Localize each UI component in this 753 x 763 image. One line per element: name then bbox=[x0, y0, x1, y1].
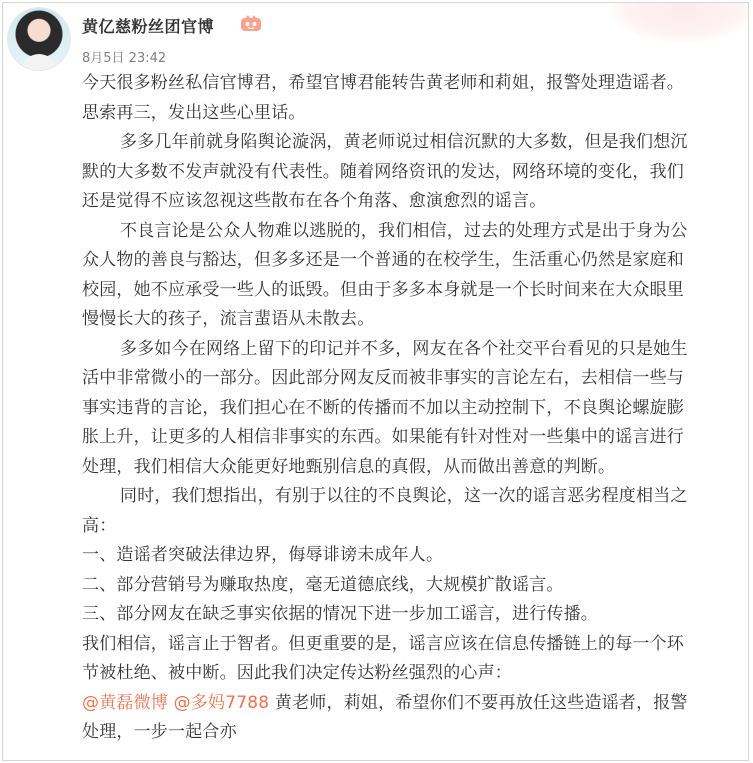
paragraph-2 bbox=[82, 217, 749, 335]
text-line: 思索再三，发出这些心里话。 bbox=[82, 102, 306, 123]
text-line: 多多如今在网络上留下的印记并不多，网友在各个社交平台看见的只是她生 bbox=[120, 338, 688, 359]
list-item: 一、造谣者突破法律边界，侮辱诽谤未成年人。 bbox=[82, 545, 444, 565]
text-line: 今天很多粉丝私信官博君，希望官博君能转告黄老师和莉姐，报警处理造谣者。 bbox=[82, 73, 684, 93]
decoration-banner bbox=[608, 2, 749, 43]
text-line: 处理，我们相信大众能更好地甄别信息的真假，从而做出善意的判断。 bbox=[82, 456, 616, 477]
fan-badge-icon[interactable] bbox=[240, 15, 262, 33]
text-line: 活中非常微小的一部分。因此部分网友反而被非事实的言论左右，去相信一些与 bbox=[82, 368, 684, 388]
list-item: 二、部分营销号为赚取热度，毫无道德底线，大规模扩散谣言。 bbox=[82, 574, 564, 595]
text-line-cut: 处理，一步一起合亦 bbox=[82, 722, 237, 742]
text-line: 默的大多数不发声就没有代表性。随着网络资讯的发达，网络环境的变化，我们 bbox=[82, 161, 684, 182]
text-line: 众人物的善良与豁达，但多多还是一个普通的在校学生，生活重心仍然是家庭和 bbox=[82, 250, 684, 270]
text-line: 校园，她不应承受一些人的诋毁。但由于多多本身就是一个长时间来在大众眼里 bbox=[82, 279, 684, 300]
text-line: 还是觉得不应该忽视这些散布在各个角落、愈演愈烈的谣言。 bbox=[82, 191, 547, 211]
paragraph-closing bbox=[82, 630, 749, 689]
text-line: 节被杜绝、被中断。因此我们决定传达粉丝强烈的心声： bbox=[82, 663, 512, 683]
text-line: 事实违背的言论，我们担心在不断的传播而不加以主动控制下，不良舆论螺旋膨 bbox=[82, 397, 684, 418]
text-line: 胀上升，让更多的人相信非事实的东西。如果能有针对性对一些集中的谣言进行 bbox=[82, 427, 684, 447]
avatar[interactable] bbox=[8, 8, 70, 70]
text-line: 慢慢长大的孩子，流言蜚语从未散去。 bbox=[82, 309, 375, 329]
text-line: 不良言论是公众人物难以逃脱的，我们相信，过去的处理方式是出于身为公 bbox=[120, 220, 688, 241]
text-segment: 黄老师，莉姐，希望你们不要再放任这些造谣者，报警 bbox=[274, 692, 688, 713]
post-timestamp[interactable]: 8月5日 23:42 bbox=[82, 51, 167, 66]
paragraph-4 bbox=[82, 482, 749, 541]
text-line: 我们相信，谣言止于智者。但更重要的是，谣言应该在信息传播链上的每一个环 bbox=[82, 633, 684, 654]
paragraph-1 bbox=[82, 128, 749, 217]
text-line: 高： bbox=[82, 515, 117, 536]
post-content bbox=[82, 69, 749, 748]
text-line: 多多几年前就身陷舆论漩涡，黄老师说过相信沉默的大多数，但是我们想沉 bbox=[120, 132, 688, 152]
mention-link[interactable]: @黄磊微博 bbox=[82, 692, 168, 713]
paragraph-3 bbox=[82, 335, 749, 483]
paragraph-final bbox=[82, 689, 749, 748]
author-name[interactable]: 黄亿慈粉丝团官博 bbox=[82, 17, 215, 36]
weibo-post-card bbox=[2, 2, 749, 761]
mention-link[interactable]: @多妈7788 bbox=[173, 692, 270, 713]
text-line: 同时，我们想指出，有别于以往的不良舆论，这一次的谣言恶劣程度相当之 bbox=[120, 486, 688, 506]
paragraph-intro bbox=[82, 69, 749, 128]
list-item: 三、部分网友在缺乏事实依据的情况下进一步加工谣言，进行传播。 bbox=[82, 604, 598, 624]
list bbox=[82, 541, 749, 630]
